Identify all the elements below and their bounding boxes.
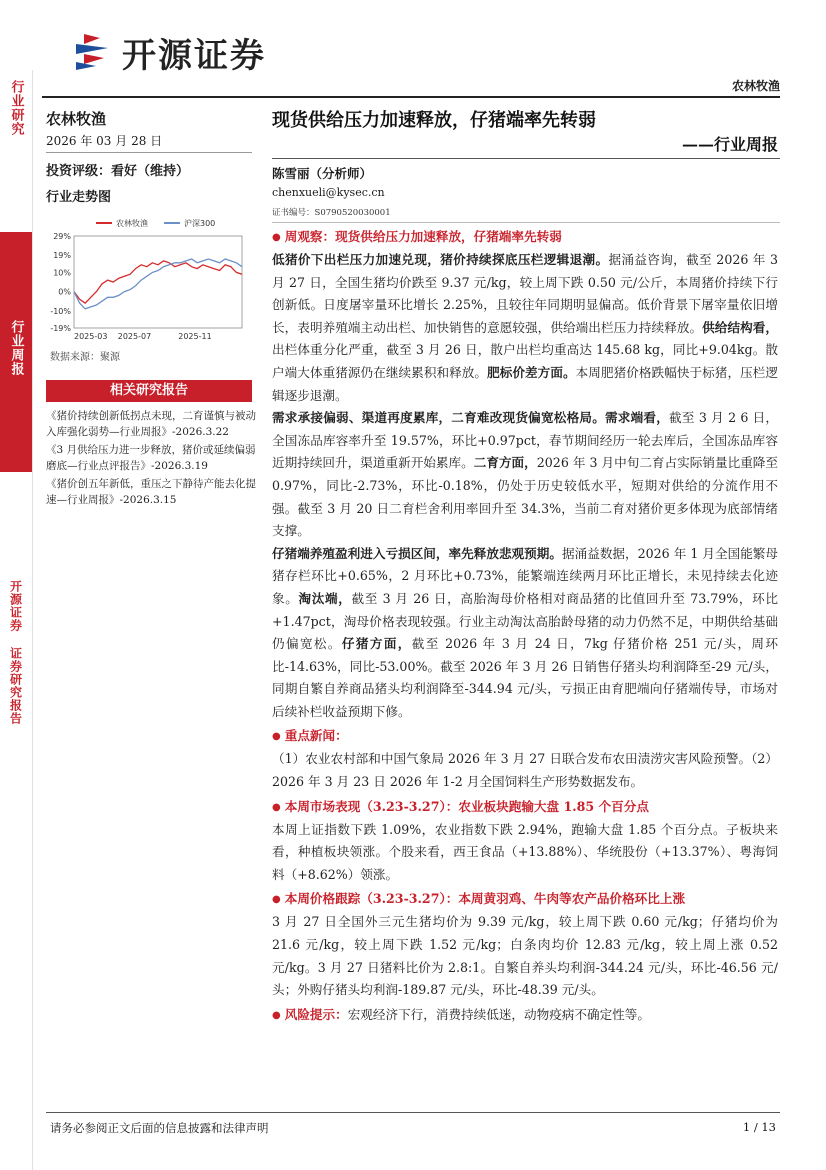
p1-text: 据涌益咨询，截至 2026 年 3 月 27 日，全国生猪均价跌至 9.37 元/kg，较上周下跌 0.50 元/公斤，本周猪价持续下行创新低。日度屠宰量环比增长 2.25%，且较往年同期明显偏高。低价背景下屠宰量依旧增长，表明养殖端主动出栏、加快销售的意愿较强，供给端出栏压力持续释放。 bbox=[272, 252, 779, 335]
section-key-news bbox=[272, 725, 778, 748]
section-risk bbox=[272, 1004, 778, 1027]
trend-chart bbox=[46, 210, 252, 346]
paragraph-piglet bbox=[272, 543, 778, 724]
footer-rule bbox=[46, 1112, 780, 1113]
title-rule bbox=[272, 158, 780, 159]
p1-lead: 低猪价下出栏压力加速兑现，猪价持续探底压栏逻辑退潮。 bbox=[272, 252, 609, 267]
legend-label-agri: 农林牧渔 bbox=[116, 219, 148, 228]
related-reports-title: 相关研究报告 bbox=[46, 380, 252, 402]
section-weekly-observation bbox=[272, 226, 778, 249]
x-tick-label: 2025-03 bbox=[74, 332, 108, 341]
series-line-hs300 bbox=[74, 259, 242, 309]
p2-text: 截至 3 月 2 6 日，全国冻品库容率升至 19.57%，环比+0.97pct，春节期间经历一轮去库后，全国冻品库容近期持续回升，渠道重新开始累库。 bbox=[272, 410, 778, 471]
side-tab-weekly bbox=[0, 232, 32, 472]
p1-text-3: 本周肥猪价格跌幅快于标猪，压栏逻辑逐步退潮。 bbox=[272, 364, 779, 403]
logo-text: 开源证券 bbox=[122, 36, 266, 76]
header-rule bbox=[42, 96, 780, 98]
paragraph-market: 本周上证指数下跌 1.09%，农业指数下跌 2.94%，跑输大盘 1.85 个百分点。子板块来看，种植板块领涨。个股来看，西王食品（+13.88%）、华统股份（+13.37%）、粤海饲料（+8.62%）领涨。 bbox=[272, 821, 778, 882]
analyst-name: 陈雪丽（分析师） bbox=[272, 166, 373, 181]
p3-lead-3: 仔猪方面， bbox=[341, 636, 412, 652]
section-price bbox=[272, 888, 778, 911]
related-reports-list bbox=[46, 408, 256, 508]
paragraph-demand bbox=[272, 407, 778, 543]
chart-source: 数据来源：聚源 bbox=[50, 352, 120, 363]
report-title: 现货供给压力加速释放，仔猪端率先转弱 bbox=[272, 110, 596, 131]
left-rule-1 bbox=[46, 152, 252, 153]
p3-text-2: 截至 3 月 26 日，高胎淘母价格相对商品猪的比值回升至 73.79%，环比+1.47pct，淘母价格表现较强。行业主动淘汰高胎龄母猪的动力仍然不足，中期供给基础仍偏宽松。 bbox=[272, 590, 779, 652]
bullet-icon: ● bbox=[272, 232, 281, 243]
legend-label-hs300: 沪深300 bbox=[184, 219, 216, 228]
paragraph-supply bbox=[272, 249, 778, 407]
p3-text: 据涌益数据，2026 年 1 月全国能繁母猪存栏环比+0.65%，2 月环比+0.73%，能繁端连续两月环比正增长，未见持续去化迹象。 bbox=[272, 545, 779, 606]
logo bbox=[70, 26, 330, 74]
bullet-icon: ● bbox=[272, 1009, 281, 1021]
x-tick-label: 2025-07 bbox=[117, 332, 152, 341]
section-market bbox=[272, 796, 778, 819]
p2-lead-2: 二育方面， bbox=[473, 455, 537, 471]
p2-lead: 需求承接偏弱、渠道再度累库，二育难改现货偏宽松格局。需求端看， bbox=[272, 410, 670, 426]
y-tick-label: -19% bbox=[50, 324, 71, 333]
related-report-2[interactable]: 《3 月供给压力进一步释放，猪价或延续偏弱磨底—行业点评报告》-2026.3.19 bbox=[46, 444, 256, 472]
logo-mark-icon bbox=[70, 28, 114, 72]
side-tab-label-1: 行业研究 bbox=[8, 80, 24, 136]
related-report-3[interactable]: 《猪价创五年新低，重压之下静待产能去化提速—行业周报》-2026.3.15 bbox=[46, 478, 256, 506]
footer-disclaimer: 请务必参阅正文后面的信息披露和法律声明 bbox=[50, 1121, 269, 1135]
investment-rating: 投资评级：看好（维持） bbox=[46, 164, 190, 179]
section-weekly-observation-label: 周观察：现货供给压力加速释放，仔猪端率先转弱 bbox=[284, 229, 562, 244]
y-tick-label: 10% bbox=[53, 268, 71, 278]
plot-frame bbox=[74, 236, 242, 328]
trend-chart-title: 行业走势图 bbox=[46, 190, 112, 205]
side-rule bbox=[32, 70, 33, 1170]
p3-lead-2: 淘汰端， bbox=[298, 590, 352, 606]
y-tick-label: 29% bbox=[53, 232, 71, 241]
left-sector: 农林牧渔 bbox=[46, 110, 107, 128]
bullet-icon: ● bbox=[272, 894, 281, 906]
section-price-label: 本周价格跟踪（3.23-3.27）：本周黄羽鸡、牛肉等农产品价格环比上涨 bbox=[284, 891, 686, 907]
y-tick-label: 19% bbox=[53, 251, 71, 261]
trend-chart-svg bbox=[46, 210, 252, 346]
y-tick-label: -10% bbox=[50, 306, 71, 316]
section-market-label: 本周市场表现（3.23-3.27）：农业板块跑输大盘 1.85 个百分点 bbox=[284, 798, 649, 814]
side-tab-industry-research bbox=[0, 70, 32, 160]
related-report-1[interactable]: 《猪价持续创新低拐点未现，二育谨慎与被动入库强化弱势—行业周报》-2026.3.22 bbox=[46, 410, 256, 438]
series-line-agri bbox=[74, 261, 242, 303]
analyst-email[interactable]: chenxueli@kysec.cn bbox=[272, 186, 385, 199]
x-tick-label: 2025-11 bbox=[178, 332, 212, 341]
analyst-cert: 证书编号：S0790520030001 bbox=[272, 208, 391, 218]
section-risk-label: 风险提示： bbox=[284, 1006, 348, 1022]
analyst-rule bbox=[272, 222, 780, 223]
bullet-icon: ● bbox=[272, 801, 281, 813]
p1-lead-2: 供给结构看， bbox=[702, 319, 779, 335]
section-key-news-label: 重点新闻： bbox=[284, 728, 348, 744]
report-date: 2026 年 03 月 28 日 bbox=[46, 134, 163, 148]
p3-text-3: 截至 2026 年 3 月 24 日，7kg 仔猪价格 251 元/头，周环比-14.63%，同比-53.00%。截至 2026 年 3 月 26 日销售仔猪头均利润降至-29 元/头，同期自繁自养商品猪头均利润降至-344.94 元/头，亏损正由育肥端向仔猪端传导，市场对后续补栏收益预期下修。 bbox=[272, 636, 778, 719]
header-sector: 农林牧渔 bbox=[731, 79, 780, 93]
y-tick-label: 0% bbox=[58, 287, 71, 297]
side-tab-label-2: 行业周报 bbox=[8, 320, 24, 376]
p2-text-2: 2026 年 3 月中旬二育占实际销量比重降至 0.97%，同比-2.73%，环比-0.18%，仍处于历史较低水平，短期对供给的分流作用不强。截至 3 月 20 日二育栏舍利用率回升至 34.3%，当前二育对猪价更多体现为底部情绪支撑。 bbox=[272, 455, 779, 539]
p1-text-2: 出栏体重分化严重，截至 3 月 26 日，散户出栏均重高达 145.68 kg，同比+9.04kg。散户端大体重猪源仍在继续累积和释放。 bbox=[272, 342, 778, 380]
side-tab-label-3: 开源证券 证券研究报告 bbox=[8, 580, 23, 725]
section-risk-head bbox=[272, 1007, 348, 1022]
p1-lead-3: 肥标价差方面。 bbox=[487, 364, 576, 380]
risk-text: 宏观经济下行，消费持续低迷，动物疫病不确定性等。 bbox=[347, 1006, 650, 1022]
paragraph-price: 3 月 27 日全国外三元生猪均价为 9.39 元/kg，较上周下跌 0.60 元/kg；仔猪均价为 21.6 元/kg，较上周下跌 1.52 元/kg；白条肉均价 12.83 元/kg，较上周上涨 0.52 元/kg。3 月 27 日猪料比价为 2.8:1。自繁自养头均利润-344.24 元/头，环比-46.56 元/头；外购仔猪头均利润-189.87 元/头，环比-48.39 元/头。 bbox=[272, 914, 778, 998]
side-tab-kysec bbox=[0, 570, 32, 780]
report-subtitle: ——行业周报 bbox=[681, 135, 778, 154]
page-number: 1 / 13 bbox=[742, 1120, 776, 1134]
paragraph-news: （1）农业农村部和中国气象局 2026 年 3 月 27 日联合发布农田渍涝灾害风险预警。（2）2026 年 3 月 23 日 2026 年 1-2 月全国饲料生产形势数据发布。 bbox=[272, 751, 778, 790]
bullet-icon: ● bbox=[272, 731, 281, 743]
main-body bbox=[272, 226, 778, 1027]
p3-lead: 仔猪端养殖盈利进入亏损区间，率先释放悲观预期。 bbox=[272, 545, 562, 561]
